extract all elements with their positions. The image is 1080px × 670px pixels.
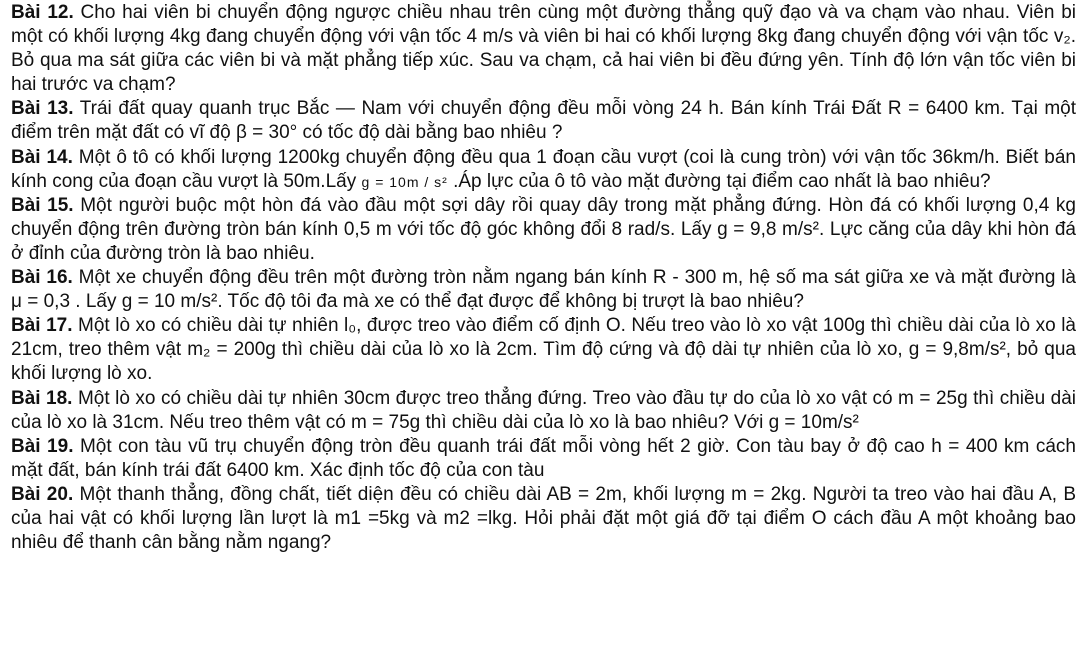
problem-text: Một lò xo có chiều dài tự nhiên l₀, được treo vào điểm cố định O. Nếu treo vào lò xo vật 100g thì chiều dài của lò xo là 21cm, treo thêm vật m₂ = 200g thì chiều dài của lò xo là 2cm. Tìm độ cứng và độ dài tự nhiên của lò xo, g = 9,8m/s², bỏ qua khối lượng lò xo. — [11, 315, 1076, 385]
problem-text: Một lò xo có chiều dài tự nhiên 30cm được treo thẳng đứng. Treo vào đầu tự do của lò xo vật có m = 25g thì chiều dài của lò xo là 31cm. Nếu treo thêm vật có m = 75g thì chiều dài của lò xo là bao nhiêu? Với g = 10m/s² — [11, 387, 1076, 433]
problem-text: Một người buộc một hòn đá vào đầu một sợi dây rồi quay dây trong mặt phẳng đứng. Hòn đá có khối lượng 0,4 kg chuyển động trên đường tròn bán kính 0,5 m với tốc độ góc không đổi 8 rad/s. Lấy g = 9,8 m/s². Lực căng của dây khi hòn đá ở đỉnh của đường tròn là bao nhiêu. — [11, 194, 1076, 264]
problem-17 — [11, 314, 1076, 386]
problem-18 — [11, 387, 1076, 435]
problem-14 — [11, 146, 1076, 194]
problem-number: Bài 13. — [11, 98, 74, 120]
problem-13 — [11, 97, 1076, 145]
problem-12 — [11, 1, 1076, 97]
problem-text-continued: .Áp lực của ô tô vào mặt đường tại điểm cao nhất là bao nhiêu? — [453, 170, 991, 192]
problem-19 — [11, 435, 1076, 483]
problem-number: Bài 20. — [11, 483, 74, 505]
problem-number: Bài 12. — [11, 2, 74, 23]
gravity-formula: g = 10m / s² — [361, 173, 448, 190]
problem-16 — [11, 266, 1076, 314]
problem-text: Cho hai viên bi chuyển động ngược chiều nhau trên cùng một đường thẳng quỹ đạo và va chạm vào nhau. Viên bi một có khối lượng 4kg đang chuyển động với vận tốc 4 m/s và viên bi hai có khối lượng 8kg đang chuyển động với vận tốc v₂. Bỏ qua ma sát giữa các viên bi và mặt phẳng tiếp xúc. Sau va chạm, cả hai viên bi đều đứng yên. Tính độ lớn vận tốc viên bi hai trước va chạm? — [11, 2, 1076, 96]
problem-text: Một ô tô có khối lượng 1200kg chuyển động đều qua 1 đoạn cầu vượt (coi là cung tròn) với vận tốc 36km/h. Biết bán kính cong của đoạn cầu vượt là 50m.Lấy — [11, 146, 1077, 192]
problem-number: Bài 17. — [11, 315, 73, 337]
problem-number: Bài 15. — [11, 194, 74, 216]
problem-number: Bài 14. — [11, 146, 73, 168]
problem-text: Một xe chuyển động đều trên một đường tròn nằm ngang bán kính R - 300 m, hệ số ma sát giữa xe và mặt đường là μ = 0,3 . Lấy g = 10 m/s². Tốc độ tôi đa mà xe có thể đạt được để không bị trượt là bao nhiêu? — [11, 267, 1076, 313]
problem-text: Trái đất quay quanh trục Bắc — Nam với chuyển động đều mỗi vòng 24 h. Bán kính Trái Đất R = 6400 km. Tại một điểm trên mặt đất có vĩ độ β = 30° có tốc độ dài bằng bao nhiêu ? — [11, 98, 1077, 144]
problem-number: Bài 19. — [11, 435, 74, 457]
problem-number: Bài 18. — [11, 387, 73, 409]
problem-text: Một con tàu vũ trụ chuyển động tròn đều quanh trái đất mỗi vòng hết 2 giờ. Con tàu bay ở độ cao h = 400 km cách mặt đất, bán kính trái đất 6400 km. Xác định tốc độ của con tàu — [11, 435, 1076, 481]
problem-number: Bài 16. — [11, 267, 73, 289]
problem-20 — [11, 483, 1076, 555]
problem-text: Một thanh thẳng, đồng chất, tiết diện đều có chiều dài AB = 2m, khối lượng m = 2kg. Người ta treo vào hai đầu A, B của hai vật có khối lượng lần lượt là m1 =5kg và m2 =lkg. Hỏi phải đặt một giá đỡ tại điểm O cách đầu A một khoảng bao nhiêu để thanh cân bằng nằm ngang? — [11, 483, 1076, 554]
problem-15 — [11, 194, 1076, 266]
